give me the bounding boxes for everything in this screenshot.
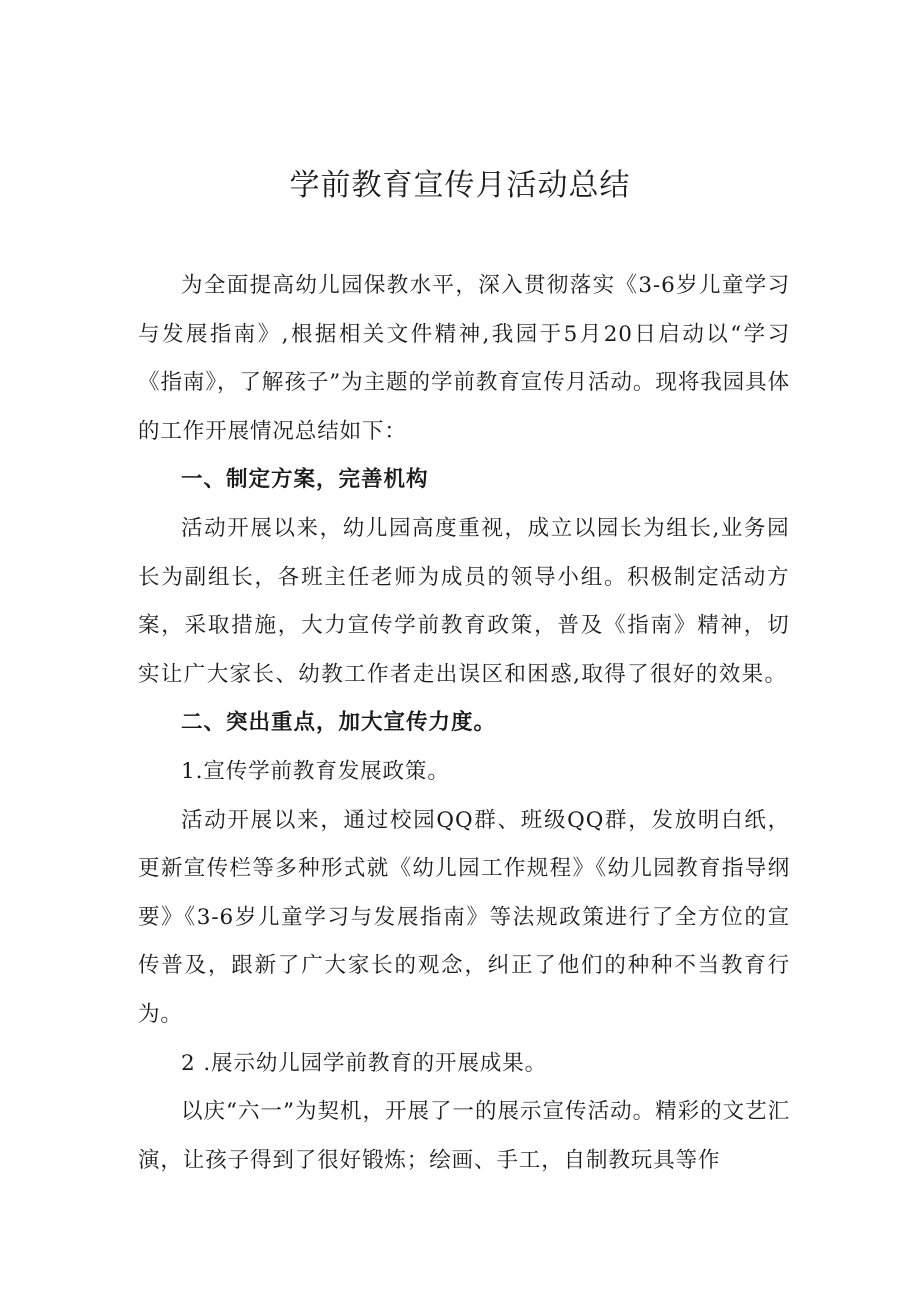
section-2-heading: 二、突出重点，加大宣传力度。 — [181, 710, 497, 736]
document-title: 学前教育宣传月活动总结 — [289, 168, 631, 203]
item-1-title: 1.宣传学前教育发展政策。 — [181, 758, 450, 784]
document-body — [138, 262, 790, 1185]
section-1-paragraph: 活动开展以来，幼儿园高度重视，成立以园长为组长,业务园长为副组长，各班主任老师为成员的领导小组。积极制定活动方案，采取措施，大力宣传学前教育政策，普及《指南》精神，切实让广大家长、幼教工作者走出误区和困惑,取得了很好的效果。 — [138, 515, 790, 687]
item-2-title: 2 .展示幼儿园学前教育的开展成果。 — [181, 1050, 548, 1076]
item-1-paragraph: 活动开展以来，通过校园QQ群、班级QQ群，发放明白纸，更新宣传栏等多种形式就《幼儿园工作规程》《幼儿园教育指导纲要》《3-6岁儿童学习与发展指南》等法规政策进行了全方位的宣传普及，跟新了广大家长的观念，纠正了他们的种种不当教育行为。 — [138, 807, 790, 1027]
section-1-heading: 一、制定方案，完善机构 — [181, 467, 429, 493]
item-2-paragraph: 以庆“六一”为契机，开展了一的展示宣传活动。精彩的文艺汇演，让孩子得到了很好锻炼；绘画、手工，自制教玩具等作 — [138, 1099, 790, 1173]
intro-paragraph: 为全面提高幼儿园保教水平，深入贯彻落实《3-6岁儿童学习与发展指南》,根据相关文件精神,我园于5月20日启动以“学习《指南》，了解孩子”为主题的学前教育宣传月活动。现将我园具体的工作开展情况总结如下： — [138, 273, 790, 444]
